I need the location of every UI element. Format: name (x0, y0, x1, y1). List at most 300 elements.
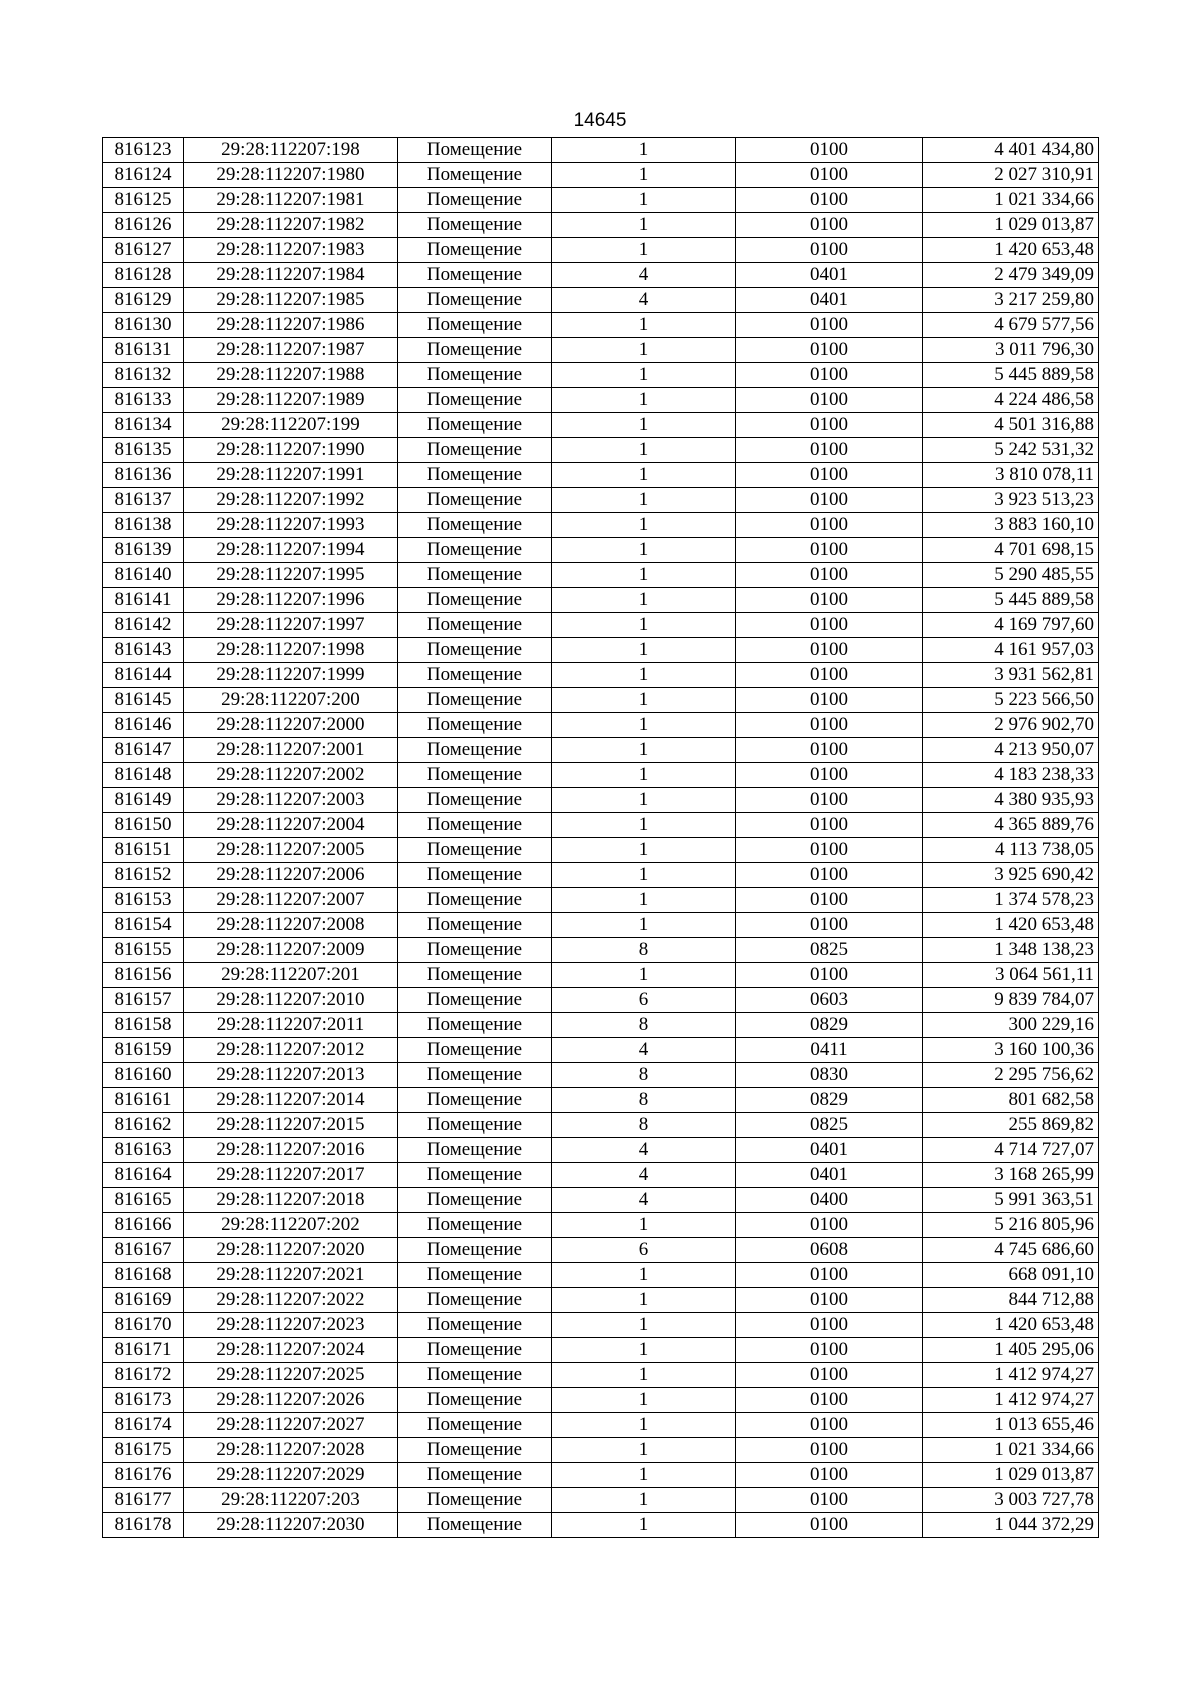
object-type-cell: Помещение (398, 1188, 552, 1213)
cadastral-number-cell: 29:28:112207:1982 (184, 213, 398, 238)
table-row (103, 338, 1099, 363)
cadastral-value-cell: 4 679 577,56 (923, 313, 1099, 338)
cadastral-value-cell: 4 169 797,60 (923, 613, 1099, 638)
table-row (103, 1363, 1099, 1388)
code-cell: 0100 (736, 963, 923, 988)
object-type-cell: Помещение (398, 1238, 552, 1263)
group-cell: 1 (552, 1388, 736, 1413)
table-row (103, 688, 1099, 713)
cadastral-number-cell: 29:28:112207:2021 (184, 1263, 398, 1288)
row-number-cell: 816123 (103, 138, 184, 163)
cadastral-value-cell: 1 420 653,48 (923, 238, 1099, 263)
object-type-cell: Помещение (398, 1388, 552, 1413)
object-type-cell: Помещение (398, 838, 552, 863)
cadastral-value-cell: 3 064 561,11 (923, 963, 1099, 988)
table-row (103, 1088, 1099, 1113)
object-type-cell: Помещение (398, 363, 552, 388)
cadastral-number-cell: 29:28:112207:2004 (184, 813, 398, 838)
row-number-cell: 816159 (103, 1038, 184, 1063)
table-row (103, 1513, 1099, 1538)
group-cell: 1 (552, 838, 736, 863)
row-number-cell: 816148 (103, 763, 184, 788)
row-number-cell: 816165 (103, 1188, 184, 1213)
table-row (103, 613, 1099, 638)
cadastral-value-table (102, 137, 1099, 1538)
object-type-cell: Помещение (398, 213, 552, 238)
group-cell: 1 (552, 538, 736, 563)
code-cell: 0100 (736, 388, 923, 413)
row-number-cell: 816157 (103, 988, 184, 1013)
cadastral-number-cell: 29:28:112207:2003 (184, 788, 398, 813)
table-row (103, 913, 1099, 938)
group-cell: 1 (552, 338, 736, 363)
cadastral-value-cell: 4 714 727,07 (923, 1138, 1099, 1163)
row-number-cell: 816153 (103, 888, 184, 913)
row-number-cell: 816134 (103, 413, 184, 438)
cadastral-value-cell: 4 365 889,76 (923, 813, 1099, 838)
cadastral-value-cell: 3 003 727,78 (923, 1488, 1099, 1513)
code-cell: 0100 (736, 863, 923, 888)
code-cell: 0100 (736, 1263, 923, 1288)
cadastral-number-cell: 29:28:112207:1999 (184, 663, 398, 688)
table-row (103, 838, 1099, 863)
code-cell: 0100 (736, 1213, 923, 1238)
table-row (103, 638, 1099, 663)
code-cell: 0100 (736, 1288, 923, 1313)
group-cell: 1 (552, 563, 736, 588)
table-row (103, 438, 1099, 463)
code-cell: 0100 (736, 813, 923, 838)
cadastral-number-cell: 29:28:112207:199 (184, 413, 398, 438)
row-number-cell: 816128 (103, 263, 184, 288)
row-number-cell: 816137 (103, 488, 184, 513)
code-cell: 0100 (736, 138, 923, 163)
cadastral-value-cell: 668 091,10 (923, 1263, 1099, 1288)
row-number-cell: 816144 (103, 663, 184, 688)
cadastral-number-cell: 29:28:112207:1990 (184, 438, 398, 463)
row-number-cell: 816177 (103, 1488, 184, 1513)
row-number-cell: 816142 (103, 613, 184, 638)
code-cell: 0608 (736, 1238, 923, 1263)
object-type-cell: Помещение (398, 1413, 552, 1438)
group-cell: 1 (552, 1463, 736, 1488)
row-number-cell: 816149 (103, 788, 184, 813)
cadastral-number-cell: 29:28:112207:1996 (184, 588, 398, 613)
row-number-cell: 816155 (103, 938, 184, 963)
table-row (103, 1338, 1099, 1363)
cadastral-number-cell: 29:28:112207:2016 (184, 1138, 398, 1163)
cadastral-number-cell: 29:28:112207:2025 (184, 1363, 398, 1388)
code-cell: 0100 (736, 538, 923, 563)
cadastral-number-cell: 29:28:112207:2027 (184, 1413, 398, 1438)
cadastral-number-cell: 29:28:112207:2001 (184, 738, 398, 763)
object-type-cell: Помещение (398, 1113, 552, 1138)
cadastral-value-cell: 3 810 078,11 (923, 463, 1099, 488)
group-cell: 4 (552, 1188, 736, 1213)
cadastral-number-cell: 29:28:112207:2010 (184, 988, 398, 1013)
code-cell: 0100 (736, 1463, 923, 1488)
cadastral-value-cell: 4 183 238,33 (923, 763, 1099, 788)
cadastral-value-cell: 3 883 160,10 (923, 513, 1099, 538)
cadastral-value-cell: 1 044 372,29 (923, 1513, 1099, 1538)
cadastral-number-cell: 29:28:112207:1995 (184, 563, 398, 588)
cadastral-value-cell: 3 931 562,81 (923, 663, 1099, 688)
code-cell: 0100 (736, 563, 923, 588)
cadastral-value-cell: 1 420 653,48 (923, 1313, 1099, 1338)
row-number-cell: 816124 (103, 163, 184, 188)
cadastral-value-cell: 5 290 485,55 (923, 563, 1099, 588)
row-number-cell: 816127 (103, 238, 184, 263)
code-cell: 0100 (736, 663, 923, 688)
code-cell: 0401 (736, 1138, 923, 1163)
table-row (103, 1188, 1099, 1213)
cadastral-value-cell: 1 029 013,87 (923, 213, 1099, 238)
cadastral-value-cell: 1 021 334,66 (923, 1438, 1099, 1463)
row-number-cell: 816135 (103, 438, 184, 463)
table-row (103, 538, 1099, 563)
row-number-cell: 816171 (103, 1338, 184, 1363)
table-row (103, 788, 1099, 813)
object-type-cell: Помещение (398, 188, 552, 213)
group-cell: 1 (552, 763, 736, 788)
cadastral-value-cell: 4 161 957,03 (923, 638, 1099, 663)
object-type-cell: Помещение (398, 438, 552, 463)
cadastral-number-cell: 29:28:112207:2014 (184, 1088, 398, 1113)
cadastral-value-cell: 2 479 349,09 (923, 263, 1099, 288)
table-row (103, 188, 1099, 213)
cadastral-value-cell: 1 021 334,66 (923, 188, 1099, 213)
table-row (103, 563, 1099, 588)
group-cell: 4 (552, 288, 736, 313)
row-number-cell: 816160 (103, 1063, 184, 1088)
object-type-cell: Помещение (398, 1463, 552, 1488)
object-type-cell: Помещение (398, 813, 552, 838)
code-cell: 0100 (736, 513, 923, 538)
object-type-cell: Помещение (398, 1338, 552, 1363)
code-cell: 0100 (736, 1313, 923, 1338)
table-row (103, 513, 1099, 538)
row-number-cell: 816175 (103, 1438, 184, 1463)
cadastral-number-cell: 29:28:112207:2028 (184, 1438, 398, 1463)
group-cell: 1 (552, 1488, 736, 1513)
row-number-cell: 816161 (103, 1088, 184, 1113)
table-row (103, 463, 1099, 488)
group-cell: 1 (552, 1263, 736, 1288)
object-type-cell: Помещение (398, 588, 552, 613)
code-cell: 0100 (736, 688, 923, 713)
group-cell: 1 (552, 163, 736, 188)
object-type-cell: Помещение (398, 1313, 552, 1338)
row-number-cell: 816145 (103, 688, 184, 713)
cadastral-value-cell: 5 445 889,58 (923, 588, 1099, 613)
table-row (103, 1238, 1099, 1263)
cadastral-number-cell: 29:28:112207:2020 (184, 1238, 398, 1263)
object-type-cell: Помещение (398, 788, 552, 813)
group-cell: 1 (552, 1338, 736, 1363)
code-cell: 0400 (736, 1188, 923, 1213)
cadastral-number-cell: 29:28:112207:1994 (184, 538, 398, 563)
cadastral-value-cell: 3 923 513,23 (923, 488, 1099, 513)
group-cell: 8 (552, 1063, 736, 1088)
cadastral-number-cell: 29:28:112207:2030 (184, 1513, 398, 1538)
table-row (103, 1113, 1099, 1138)
group-cell: 8 (552, 1113, 736, 1138)
cadastral-number-cell: 29:28:112207:2008 (184, 913, 398, 938)
code-cell: 0100 (736, 413, 923, 438)
group-cell: 1 (552, 588, 736, 613)
row-number-cell: 816132 (103, 363, 184, 388)
cadastral-value-cell: 1 412 974,27 (923, 1363, 1099, 1388)
cadastral-value-cell: 9 839 784,07 (923, 988, 1099, 1013)
code-cell: 0100 (736, 238, 923, 263)
page-number: 14645 (573, 110, 627, 131)
object-type-cell: Помещение (398, 713, 552, 738)
row-number-cell: 816168 (103, 1263, 184, 1288)
row-number-cell: 816146 (103, 713, 184, 738)
table-row (103, 1438, 1099, 1463)
row-number-cell: 816129 (103, 288, 184, 313)
cadastral-value-cell: 1 420 653,48 (923, 913, 1099, 938)
table-row (103, 138, 1099, 163)
cadastral-number-cell: 29:28:112207:201 (184, 963, 398, 988)
table-row (103, 163, 1099, 188)
object-type-cell: Помещение (398, 763, 552, 788)
group-cell: 8 (552, 1013, 736, 1038)
cadastral-number-cell: 29:28:112207:2011 (184, 1013, 398, 1038)
group-cell: 1 (552, 688, 736, 713)
table-row (103, 1463, 1099, 1488)
code-cell: 0401 (736, 263, 923, 288)
table-row (103, 713, 1099, 738)
table-row (103, 888, 1099, 913)
group-cell: 1 (552, 413, 736, 438)
object-type-cell: Помещение (398, 388, 552, 413)
cadastral-number-cell: 29:28:112207:2006 (184, 863, 398, 888)
group-cell: 1 (552, 913, 736, 938)
object-type-cell: Помещение (398, 413, 552, 438)
cadastral-number-cell: 29:28:112207:2002 (184, 763, 398, 788)
cadastral-value-cell: 2 027 310,91 (923, 163, 1099, 188)
cadastral-value-cell: 5 223 566,50 (923, 688, 1099, 713)
group-cell: 1 (552, 1438, 736, 1463)
cadastral-number-cell: 29:28:112207:1981 (184, 188, 398, 213)
row-number-cell: 816176 (103, 1463, 184, 1488)
row-number-cell: 816154 (103, 913, 184, 938)
cadastral-value-cell: 2 976 902,70 (923, 713, 1099, 738)
object-type-cell: Помещение (398, 338, 552, 363)
object-type-cell: Помещение (398, 1138, 552, 1163)
cadastral-number-cell: 29:28:112207:202 (184, 1213, 398, 1238)
row-number-cell: 816152 (103, 863, 184, 888)
group-cell: 1 (552, 213, 736, 238)
group-cell: 1 (552, 813, 736, 838)
group-cell: 1 (552, 1363, 736, 1388)
code-cell: 0100 (736, 738, 923, 763)
cadastral-value-cell: 4 745 686,60 (923, 1238, 1099, 1263)
object-type-cell: Помещение (398, 638, 552, 663)
cadastral-number-cell: 29:28:112207:2013 (184, 1063, 398, 1088)
code-cell: 0100 (736, 1488, 923, 1513)
code-cell: 0100 (736, 463, 923, 488)
row-number-cell: 816138 (103, 513, 184, 538)
cadastral-value-cell: 1 374 578,23 (923, 888, 1099, 913)
row-number-cell: 816173 (103, 1388, 184, 1413)
group-cell: 4 (552, 263, 736, 288)
group-cell: 1 (552, 188, 736, 213)
code-cell: 0603 (736, 988, 923, 1013)
code-cell: 0100 (736, 838, 923, 863)
code-cell: 0100 (736, 488, 923, 513)
code-cell: 0411 (736, 1038, 923, 1063)
code-cell: 0100 (736, 913, 923, 938)
table-row (103, 1038, 1099, 1063)
cadastral-value-cell: 5 445 889,58 (923, 363, 1099, 388)
group-cell: 1 (552, 363, 736, 388)
row-number-cell: 816141 (103, 588, 184, 613)
table-row (103, 938, 1099, 963)
object-type-cell: Помещение (398, 1513, 552, 1538)
group-cell: 1 (552, 713, 736, 738)
cadastral-number-cell: 29:28:112207:1987 (184, 338, 398, 363)
table-row (103, 1138, 1099, 1163)
object-type-cell: Помещение (398, 563, 552, 588)
object-type-cell: Помещение (398, 1088, 552, 1113)
object-type-cell: Помещение (398, 463, 552, 488)
cadastral-value-cell: 255 869,82 (923, 1113, 1099, 1138)
code-cell: 0829 (736, 1088, 923, 1113)
cadastral-value-cell: 1 013 655,46 (923, 1413, 1099, 1438)
group-cell: 1 (552, 513, 736, 538)
cadastral-number-cell: 29:28:112207:1988 (184, 363, 398, 388)
table-row (103, 738, 1099, 763)
group-cell: 1 (552, 963, 736, 988)
row-number-cell: 816133 (103, 388, 184, 413)
group-cell: 1 (552, 613, 736, 638)
object-type-cell: Помещение (398, 663, 552, 688)
group-cell: 1 (552, 313, 736, 338)
cadastral-value-cell: 1 412 974,27 (923, 1388, 1099, 1413)
object-type-cell: Помещение (398, 963, 552, 988)
object-type-cell: Помещение (398, 1013, 552, 1038)
object-type-cell: Помещение (398, 263, 552, 288)
object-type-cell: Помещение (398, 863, 552, 888)
object-type-cell: Помещение (398, 538, 552, 563)
cadastral-value-cell: 5 242 531,32 (923, 438, 1099, 463)
object-type-cell: Помещение (398, 138, 552, 163)
group-cell: 1 (552, 138, 736, 163)
table-row (103, 588, 1099, 613)
group-cell: 1 (552, 788, 736, 813)
cadastral-value-cell: 4 380 935,93 (923, 788, 1099, 813)
table-row (103, 313, 1099, 338)
object-type-cell: Помещение (398, 1288, 552, 1313)
cadastral-number-cell: 29:28:112207:1993 (184, 513, 398, 538)
object-type-cell: Помещение (398, 163, 552, 188)
code-cell: 0100 (736, 213, 923, 238)
table-row (103, 488, 1099, 513)
cadastral-number-cell: 29:28:112207:1991 (184, 463, 398, 488)
table-row (103, 363, 1099, 388)
row-number-cell: 816162 (103, 1113, 184, 1138)
code-cell: 0100 (736, 588, 923, 613)
group-cell: 1 (552, 663, 736, 688)
group-cell: 1 (552, 1288, 736, 1313)
table-row (103, 1213, 1099, 1238)
row-number-cell: 816151 (103, 838, 184, 863)
table-row (103, 238, 1099, 263)
table-row (103, 263, 1099, 288)
cadastral-number-cell: 29:28:112207:1986 (184, 313, 398, 338)
row-number-cell: 816130 (103, 313, 184, 338)
group-cell: 8 (552, 1088, 736, 1113)
group-cell: 1 (552, 888, 736, 913)
cadastral-number-cell: 29:28:112207:1989 (184, 388, 398, 413)
cadastral-number-cell: 29:28:112207:1998 (184, 638, 398, 663)
code-cell: 0100 (736, 1513, 923, 1538)
row-number-cell: 816147 (103, 738, 184, 763)
row-number-cell: 816167 (103, 1238, 184, 1263)
cadastral-number-cell: 29:28:112207:2012 (184, 1038, 398, 1063)
cadastral-value-cell: 4 113 738,05 (923, 838, 1099, 863)
code-cell: 0100 (736, 788, 923, 813)
code-cell: 0100 (736, 438, 923, 463)
cadastral-value-cell: 3 925 690,42 (923, 863, 1099, 888)
group-cell: 1 (552, 1313, 736, 1338)
group-cell: 6 (552, 1238, 736, 1263)
cadastral-number-cell: 29:28:112207:1985 (184, 288, 398, 313)
cadastral-number-cell: 29:28:112207:1992 (184, 488, 398, 513)
code-cell: 0401 (736, 288, 923, 313)
cadastral-value-cell: 4 701 698,15 (923, 538, 1099, 563)
group-cell: 1 (552, 1413, 736, 1438)
cadastral-value-cell: 801 682,58 (923, 1088, 1099, 1113)
object-type-cell: Помещение (398, 1438, 552, 1463)
row-number-cell: 816139 (103, 538, 184, 563)
row-number-cell: 816136 (103, 463, 184, 488)
row-number-cell: 816158 (103, 1013, 184, 1038)
cadastral-value-cell: 844 712,88 (923, 1288, 1099, 1313)
code-cell: 0829 (736, 1013, 923, 1038)
cadastral-value-cell: 5 991 363,51 (923, 1188, 1099, 1213)
row-number-cell: 816166 (103, 1213, 184, 1238)
table-row (103, 1413, 1099, 1438)
object-type-cell: Помещение (398, 313, 552, 338)
table-row (103, 1313, 1099, 1338)
row-number-cell: 816178 (103, 1513, 184, 1538)
row-number-cell: 816172 (103, 1363, 184, 1388)
cadastral-value-cell: 3 168 265,99 (923, 1163, 1099, 1188)
code-cell: 0825 (736, 1113, 923, 1138)
group-cell: 1 (552, 463, 736, 488)
group-cell: 1 (552, 488, 736, 513)
cadastral-value-cell: 3 217 259,80 (923, 288, 1099, 313)
object-type-cell: Помещение (398, 1163, 552, 1188)
code-cell: 0100 (736, 363, 923, 388)
code-cell: 0100 (736, 1338, 923, 1363)
cadastral-value-cell: 300 229,16 (923, 1013, 1099, 1038)
object-type-cell: Помещение (398, 988, 552, 1013)
group-cell: 1 (552, 1213, 736, 1238)
object-type-cell: Помещение (398, 913, 552, 938)
code-cell: 0100 (736, 613, 923, 638)
cadastral-value-cell: 1 029 013,87 (923, 1463, 1099, 1488)
row-number-cell: 816150 (103, 813, 184, 838)
table-row (103, 1013, 1099, 1038)
object-type-cell: Помещение (398, 938, 552, 963)
object-type-cell: Помещение (398, 1063, 552, 1088)
group-cell: 1 (552, 1513, 736, 1538)
cadastral-number-cell: 29:28:112207:198 (184, 138, 398, 163)
